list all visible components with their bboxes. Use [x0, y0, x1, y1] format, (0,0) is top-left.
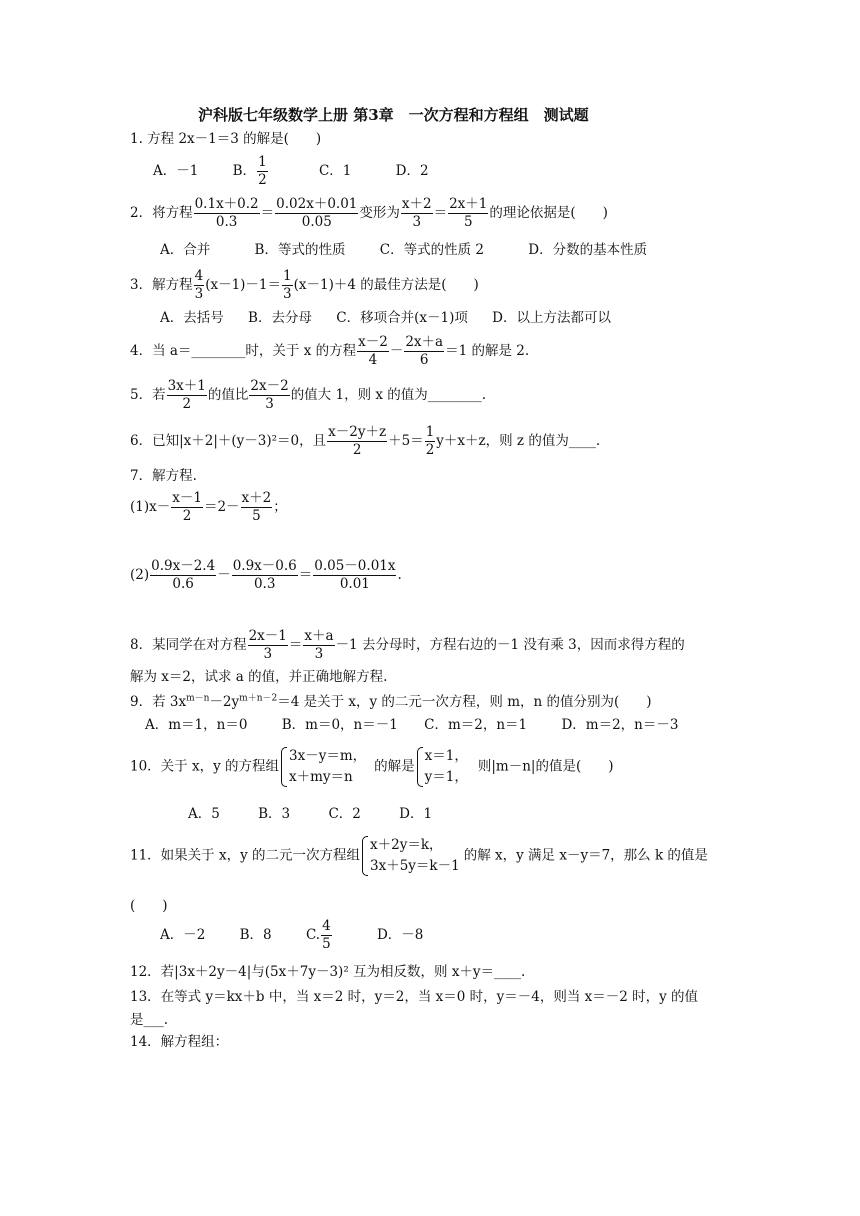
- option-d: D．m＝2，n＝－3: [561, 717, 679, 733]
- fraction: $\frac{0.9x-2.4}{0.6}$: [151, 558, 216, 592]
- fraction: $\frac{x-2y+z}{2}$: [328, 424, 387, 458]
- fraction: $\frac{1}{3}$: [283, 268, 292, 302]
- option-d: D．2: [395, 163, 429, 179]
- question-10-stem: 10．关于 x，y 的方程组 3x－y＝m， x＋my＝n 的解是 x＝1， y＝1， 则|m－n|的值是( ): [130, 746, 614, 788]
- fraction: $\frac{x-1}{2}$: [172, 490, 202, 524]
- option-d: D．以上方法都可以: [492, 310, 611, 326]
- option-b: B．3: [258, 806, 291, 822]
- question-7-stem: 7．解方程.: [130, 468, 197, 484]
- question-2-stem: 2．将方程 $\frac{0.1x+0.2}{0.3}$ ＝ $\frac{0.02x+0.01}{0.05}$ 变形为 $\frac{x+2}{3}$ ＝ $\frac{2x+1}{5}$ 的理论依据是( ): [130, 196, 608, 230]
- option-d: D．分数的基本性质: [528, 242, 648, 258]
- fraction: $\frac{2x-1}{3}$: [248, 628, 287, 662]
- question-8-line-2: 解为 x＝2，试求 a 的值，并正确地解方程.: [130, 669, 388, 685]
- question-11-options: [160, 918, 423, 953]
- equation-system: 3x－y＝m， x＋my＝n: [281, 746, 366, 788]
- option-b: B．m＝0，n＝－1: [281, 717, 398, 733]
- option-a: A．5: [188, 806, 220, 822]
- question-1-options: [153, 154, 429, 190]
- question-9-stem: 9．若 $3x^{m-n}-2y^{m+n-2}=4$ 是关于 x，y 的二元一次方程，则 m，n 的值分别为( ): [130, 693, 652, 710]
- page-title: 沪科版七年级数学上册 第3章 一次方程和方程组 测试题: [198, 106, 589, 124]
- option-b: B．: [232, 163, 257, 179]
- fraction: $\frac{0.05-0.01x}{0.01}$: [314, 558, 396, 592]
- option-a: A．－2: [160, 927, 206, 943]
- option-c: C．移项合并(x－1)项: [336, 310, 468, 326]
- option-a: A．去括号: [160, 310, 224, 326]
- question-11-paren: ( ): [130, 898, 168, 914]
- solution-system: x＝1， y＝1，: [417, 746, 468, 788]
- question-11-stem: 11．如果关于 x，y 的二元一次方程组 x＋2y＝k， 3x＋5y＝k－1 的解 x，y 满足 x－y＝7，那么 k 的值是: [130, 835, 708, 877]
- fraction: $\frac{4}{5}$: [322, 918, 331, 952]
- option-c: C．2: [328, 806, 361, 822]
- fraction: $\frac{2x+a}{6}$: [405, 334, 444, 368]
- question-3-options: [160, 309, 611, 327]
- question-7-part-1: (1)x－ $\frac{x-1}{2}$ ＝2－ $\frac{x+2}{5}$ ；: [130, 490, 287, 524]
- question-6-stem: 6．已知|x＋2|＋(y－3)²＝0，且 $\frac{x-2y+z}{2}$ ＋5＝ $\frac{1}{2}$ y＋x＋z，则 z 的值为____.: [130, 424, 601, 458]
- question-7-part-2: (2) $\frac{0.9x-2.4}{0.6}$ － $\frac{0.9x-0.6}{0.3}$ ＝ $\frac{0.05-0.01x}{0.01}$ .: [130, 558, 402, 592]
- fraction: $\frac{0.9x-0.6}{0.3}$: [232, 558, 297, 592]
- question-8-stem: 8．某同学在对方程 $\frac{2x-1}{3}$ ＝ $\frac{x+a}{3}$ －1 去分母时，方程右边的－1 没有乘 3，因而求得方程的: [130, 628, 685, 662]
- question-4-stem: 4．当 a＝________时，关于 x 的方程 $\frac{x-2}{4}$ － $\frac{2x+a}{6}$ ＝1 的解是 2.: [130, 334, 530, 368]
- option-c: C．1: [318, 163, 352, 179]
- fraction: $\frac{0.02x+0.01}{0.05}$: [276, 196, 358, 230]
- option-a: A．－1: [153, 163, 199, 179]
- option-c: C．m＝2，n＝1: [424, 717, 528, 733]
- fraction: $\frac{0.1x+0.2}{0.3}$: [194, 196, 259, 230]
- question-5-stem: 5．若 $\frac{3x+1}{2}$ 的值比 $\frac{2x-2}{3}$ 的值大 1，则 x 的值为________.: [130, 378, 487, 412]
- option-a: A．m＝1，n＝0: [145, 717, 248, 733]
- question-9-options: [145, 716, 678, 734]
- option-b: B．8: [239, 927, 272, 943]
- question-13-line-1: 13．在等式 y＝kx＋b 中，当 x＝2 时，y＝2，当 x＝0 时，y＝－4，则当 x＝－2 时，y 的值: [130, 989, 699, 1005]
- option-d: D．1: [399, 806, 433, 822]
- fraction: $\frac{4}{3}$: [194, 268, 204, 302]
- fraction: $\frac{1}{2}$: [258, 154, 267, 188]
- fraction: $\frac{x+2}{5}$: [241, 490, 272, 524]
- option-b: B．去分母: [248, 310, 312, 326]
- option-d: D．－8: [376, 927, 424, 943]
- question-13-line-2: 是___.: [130, 1012, 169, 1028]
- fraction: $\frac{x-2}{4}$: [358, 334, 388, 368]
- question-3-stem: 3．解方程 $\frac{4}{3}$ (x－1)－1＝ $\frac{1}{3}$ (x－1)＋4 的最佳方法是( ): [130, 268, 479, 302]
- question-10-options: [188, 805, 432, 823]
- equation-system: x＋2y＝k， 3x＋5y＝k－1: [362, 835, 460, 877]
- fraction: $\frac{3x+1}{2}$: [167, 378, 206, 412]
- question-12-stem: 12．若|3x＋2y－4|与(5x＋7y－3)² 互为相反数，则 x＋y＝____.: [130, 964, 526, 980]
- fraction: $\frac{2x+1}{5}$: [449, 196, 488, 230]
- fraction: $\frac{x+a}{3}$: [304, 628, 334, 662]
- option-c: C．等式的性质 2: [379, 242, 484, 258]
- option-a: A．合并: [160, 242, 211, 258]
- question-2-options: [160, 241, 647, 259]
- question-14-stem: 14．解方程组：: [130, 1034, 229, 1050]
- option-c: C.: [305, 927, 321, 943]
- question-1-stem: 1. 方程 2x－1＝3 的解是( ): [130, 131, 322, 147]
- fraction: $\frac{2x-2}{3}$: [250, 378, 289, 412]
- option-b: B．等式的性质: [254, 242, 346, 258]
- fraction: $\frac{1}{2}$: [425, 424, 435, 458]
- fraction: $\frac{x+2}{3}$: [401, 196, 432, 230]
